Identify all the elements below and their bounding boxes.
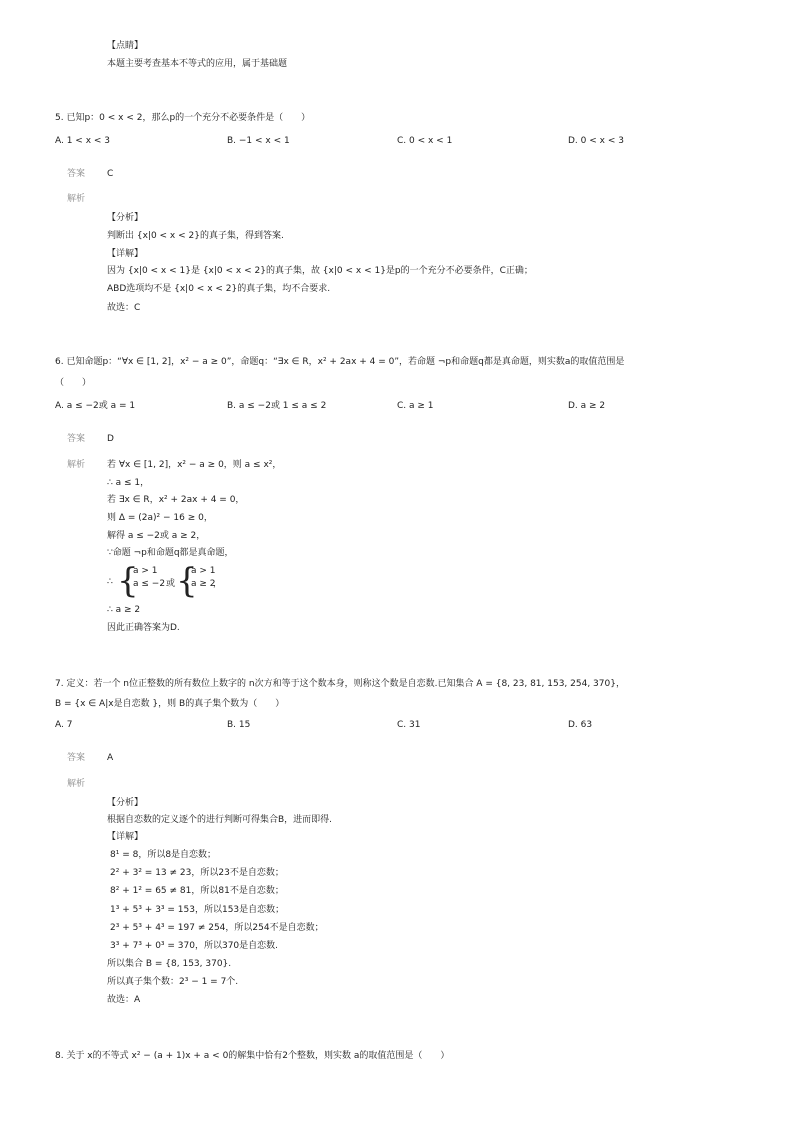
q7-stem-line2: B = {x ∈ A|x是自恋数 }，则 B的真子集个数为（ ） xyxy=(55,699,285,709)
q7-check-370: 3³ + 7³ + 0³ = 370，所以370是自恋数. xyxy=(110,941,279,951)
dianjing-heading: 【点睛】 xyxy=(107,41,144,51)
q7-option-b: B. 15 xyxy=(227,720,251,730)
q6-option-a: A. a ≤ −2或 a = 1 xyxy=(55,401,136,411)
q5-option-b: B. −1 < x < 1 xyxy=(227,136,290,146)
q7-option-c: C. 31 xyxy=(397,720,421,730)
q6-step1: 若 ∀x ∈ [1, 2]，x² − a ≥ 0，则 a ≤ x²， xyxy=(107,460,282,470)
q5-option-a: A. 1 < x < 3 xyxy=(55,136,111,146)
q6-step4: 则 Δ = (2a)² − 16 ≥ 0， xyxy=(107,513,213,523)
q7-answer: A xyxy=(107,753,114,763)
q7-option-a: A. 7 xyxy=(55,720,73,730)
q7-fenxi-text: 根据自恋数的定义逐个的进行判断可得集合B，进而即得. xyxy=(107,815,333,825)
q5-option-c: C. 0 < x < 1 xyxy=(397,136,453,146)
q6-step5: 解得 a ≤ −2或 a ≥ 2， xyxy=(107,531,206,541)
q6-system-end: ， xyxy=(213,579,223,589)
q7-stem-line1: 7. 定义：若一个 n位正整数的所有数位上数字的 n次方和等于这个数本身，则称这个数是自恋数.已知集合 A = {8, 23, 81, 153, 254, 370}， xyxy=(55,679,625,689)
q7-check-153: 1³ + 5³ + 3³ = 153，所以153是自恋数； xyxy=(110,905,285,915)
q7-subset-count: 所以真子集个数：2³ − 1 = 7个. xyxy=(107,977,239,987)
q6-answer: D xyxy=(107,434,114,444)
q5-xiangjie-line2: ABD选项均不是 {x|0 < x < 2}的真子集，均不合要求. xyxy=(107,284,331,294)
q6-step7: ∴ a ≥ 2 xyxy=(107,605,141,615)
q5-xiangjie-heading: 【详解】 xyxy=(107,249,144,259)
q6-option-b: B. a ≤ −2或 1 ≤ a ≤ 2 xyxy=(227,401,327,411)
q6-option-d: D. a ≥ 2 xyxy=(568,401,606,411)
q6-therefore-symbol: ∴ xyxy=(107,577,113,587)
q5-fenxi-heading: 【分析】 xyxy=(107,213,144,223)
q5-xiangjie-line3: 故选：C xyxy=(107,303,141,313)
q6-left-brace-2: { xyxy=(176,561,198,601)
q5-option-d: D. 0 < x < 3 xyxy=(568,136,624,146)
q7-check-8: 8¹ = 8，所以8是自恋数； xyxy=(110,850,217,860)
q6-analysis-label: 解析 xyxy=(67,460,86,470)
q7-check-254: 2³ + 5³ + 4³ = 197 ≠ 254，所以254不是自恋数； xyxy=(110,923,324,933)
q5-stem: 5. 已知p：0 < x < 2，那么p的一个充分不必要条件是（ ） xyxy=(55,113,311,123)
q7-check-81: 8² + 1² = 65 ≠ 81，所以81不是自恋数； xyxy=(110,886,284,896)
q6-step2: ∴ a ≤ 1， xyxy=(107,478,150,488)
q7-choice: 故选：A xyxy=(107,995,141,1005)
q5-fenxi-text: 判断出 {x|0 < x < 2}的真子集，得到答案. xyxy=(107,231,284,241)
dianjing-text: 本题主要考查基本不等式的应用，属于基础题 xyxy=(107,59,288,69)
q6-system1-row2: a ≤ −2 xyxy=(133,579,166,589)
q7-set-b: 所以集合 B = {8, 153, 370}. xyxy=(107,959,232,969)
q5-answer-label: 答案 xyxy=(67,169,86,179)
q6-stem-line1: 6. 已知命题p：“∀x ∈ [1, 2]，x² − a ≥ 0”，命题q：“∃x ∈ R，x² + 2ax + 4 = 0”，若命题 ¬p和命题q都是真命题，则实数a的取值范围是 xyxy=(55,357,625,367)
q6-option-c: C. a ≥ 1 xyxy=(397,401,434,411)
q7-fenxi-heading: 【分析】 xyxy=(107,798,144,808)
q7-xiangjie-heading: 【详解】 xyxy=(107,832,144,842)
q6-left-brace-1: { xyxy=(117,561,139,601)
q6-system1-row1: a > 1 xyxy=(133,566,158,576)
q6-stem-line2: （ ） xyxy=(55,378,92,388)
q6-answer-label: 答案 xyxy=(67,434,86,444)
q7-answer-label: 答案 xyxy=(67,753,86,763)
q7-analysis-label: 解析 xyxy=(67,779,86,789)
q6-system2-row2: a ≥ 2 xyxy=(191,579,216,589)
q6-step8: 因此正确答案为D. xyxy=(107,623,180,633)
q8-stem: 8. 关于 x的不等式 x² − (a + 1)x + a < 0的解集中恰有2个整数，则实数 a的取值范围是（ ） xyxy=(55,1051,450,1061)
q6-step6: ∵命题 ¬p和命题q都是真命题， xyxy=(107,548,234,558)
q6-system2-row1: a > 1 xyxy=(191,566,216,576)
q7-option-d: D. 63 xyxy=(568,720,593,730)
q5-xiangjie-line1: 因为 {x|0 < x < 1}是 {x|0 < x < 2}的真子集，故 {x|0 < x < 1}是p的一个充分不必要条件，C正确； xyxy=(107,266,533,276)
q7-check-23: 2² + 3² = 13 ≠ 23，所以23不是自恋数； xyxy=(110,868,284,878)
q5-analysis-label: 解析 xyxy=(67,194,86,204)
q6-system-or: 或 xyxy=(166,579,176,589)
q5-answer: C xyxy=(107,169,114,179)
q6-step3: 若 ∃x ∈ R，x² + 2ax + 4 = 0， xyxy=(107,495,245,505)
